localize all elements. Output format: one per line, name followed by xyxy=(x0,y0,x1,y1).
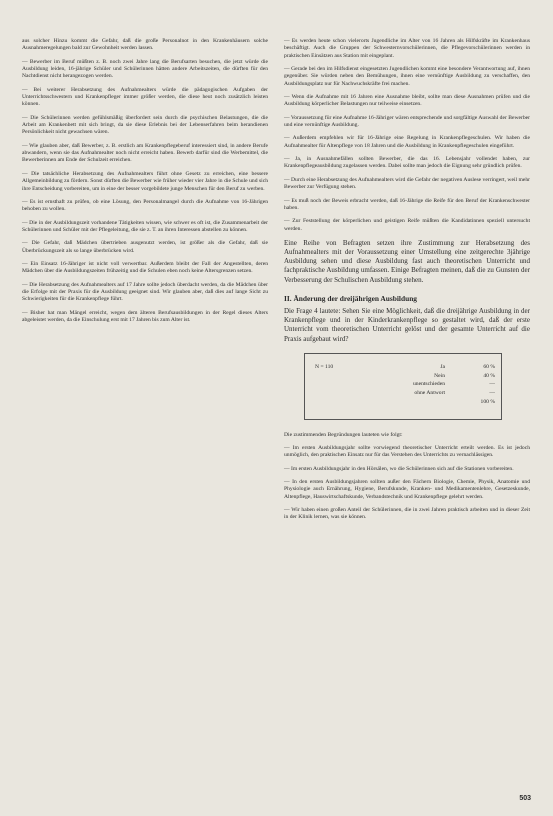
left-paragraph: — Die Gefahr, daß Mädchen übertrieben ausgenutzt werden, ist größer als die Gefahr, daß sie Überbrückungszeit als so lange überbrücken wird. xyxy=(22,240,268,254)
stat-row xyxy=(315,363,495,372)
left-paragraph: — Bisher hat man Mängel erreicht, wegen dem älteren Berufsausbildungen in der Regel dieses Alters abgeleistet werden, da die Einschulung erst mit 17 Jahren bis zum Alter ist. xyxy=(22,309,268,323)
left-paragraph: — Wie glauben aber, daß Bewerber, z. B. erstlich am Krankenpflegeberuf interessiert sind, in andere Berufe abwandern, wenn sie das Aufnahmealter noch nicht erreicht haben. Bewerb darfür sind die Werbemittel, die Bewerberinnen am Ende der Schulzeit erreichen. xyxy=(22,142,268,164)
two-column-layout xyxy=(22,38,531,528)
stat-sample-size xyxy=(315,372,365,381)
stat-sample-size xyxy=(315,389,365,398)
right-paragraph: — Zur Feststellung der körperlichen und geistigen Reife müßten die Kandidatinnen speziell untersucht werden. xyxy=(284,218,530,232)
stat-percent: — xyxy=(489,381,495,388)
reason-paragraph: — In den ersten Ausbildungsjahren sollten außer den Fächern Biologie, Chemie, Physik, Anatomie und Physiologie auch Ernährung, Hygiene, Berufskunde, Kranken- und Medikamentenlehre, Gesetzeskunde, Altenpflege, Hauswirtschaftskunde, Verbandstechnik und Krankenpflege gelehrt werden. xyxy=(284,479,530,500)
right-paragraph: — Voraussetzung für eine Aufnahme 16-Jähriger wären entsprechende und sorgfältige Auswahl der Bewerber und eine vernünftige Ausbildung. xyxy=(284,114,530,129)
left-paragraph: — Bewerber im Beruf müßten z. B. noch zwei Jahre lang die Berufsarten besuchen, die jetzt würde die Ausbildung leiden, 16-jährige Schüler und Schülerinnen hätten andere Arbeitszeiten, die dürften für den Nachtdienst nicht herangezogen werden. xyxy=(22,58,268,80)
summary-paragraph: Eine Reihe von Befragten setzen ihre Zustimmung zur Herabsetzung des Aufnahmealters mit der Voraussetzung einer Umstellung eine zeitgerechte 3jährige Ausbildung sehen und diese Ausbildung fast auch theoretischen Unterricht und fachpraktische Ausbildung umfassen. Einige Befragten meinen, daß die zu Gunsten der Verbesserung der Schulischen Ausbildung stehen. xyxy=(284,238,530,284)
stat-sample-size: N = 110 xyxy=(315,363,334,370)
page-number: 503 xyxy=(519,795,531,802)
left-paragraph: aus solcher Hinzu kommt die Gefahr, daß die große Personalnot in den Krankenhäusern solche Ausnahmeregelungen bald zur Gewohnheit werden lassen. xyxy=(22,38,268,52)
stat-answer: unentschieden xyxy=(413,381,445,388)
stat-percent: — xyxy=(489,390,495,397)
stat-sample-size xyxy=(315,380,365,389)
right-paragraph: — Durch eine Herabsetzung des Aufnahmealters wird die Gefahr der negativen Auslese verringert, weil mehr Bewerber zur Verfügung stehen. xyxy=(284,176,530,191)
left-paragraph: — Die tatsächliche Herabsetzung des Aufnahmealters führt ohne Gesetz zu erreichen, eine bessere Allgemeinbildung zu fördern. Sonst dürften die Bewerber wie früher wieder vier Jahre in die Schule und sich ihre Entscheidung vorbereiten, um in eine der besser vorgebildete junge Menschen für den Beruf zu werben. xyxy=(22,170,268,192)
reasons-intro: Die zustimmenden Begründungen lauteten wie folgt: xyxy=(284,431,403,438)
question-paragraph: Die Frage 4 lautete: Sehen Sie eine Möglichkeit, daß die dreijährige Ausbildung in der Krankenpflege und in der Kinderkrankenpflege so gestaltet wird, daß der erste Unterricht vom theoretischen Unterricht gelöst und der gesamte Unterricht auf die Praxis aufgebaut wird? xyxy=(284,306,530,343)
right-paragraph: — Es werden heute schon vielerorts Jugendliche im Alter von 16 Jahren als Hilfskräfte im Krankenhaus beschäftigt. Auch die Gruppen der Schwesternvorschülerinnen, die Pflegevorschülerinnen werden in praktischen Einsätzen aus Station mit eingeplant. xyxy=(284,38,530,59)
stat-answer xyxy=(365,398,455,407)
right-column xyxy=(284,38,530,528)
right-paragraph: — Gerade bei den im Hilfsdienst eingesetzten Jugendlichen kommt eine besondere Verantwortung auf, ihnen gegenüber. Sie würden neben den Bemühungen, ihnen eine vernünftige Ausbildung zu verschaffen, den Ausbildungsplatz nur für Nachwuchskräfte frei machen. xyxy=(284,66,530,87)
reason-paragraph: — Wir haben einen großen Anteil der Schülerinnen, die in zwei Jahren praktisch arbeiten und in dieser Zeit in der Klinik lernen, was sie können. xyxy=(284,507,530,521)
stat-sample-size xyxy=(315,398,365,407)
left-paragraph: — Die Schülerinnen werden gefühlsmäßig überfordert sein durch die psychischen Belastungen, die die Arbeit am Krankenbett mit sich bringt, da sie diese Erlebnis bei der Lebenserfahren beim herandienen Persönlichkeit nicht gewachsen wären. xyxy=(22,114,268,136)
left-paragraph: — Bei weiterer Herabsetzung des Aufnahmealters würde die pädagogischen Aufgaben der Unterrichtsschwestern und Krankenpfleger immer größer werden, die diese heut noch zusätzlich leisten können. xyxy=(22,86,268,108)
stat-answer: Nein xyxy=(434,372,445,379)
left-paragraph: — Die Herabsetzung des Aufnahmealters auf 17 Jahre sollte jedoch überdacht werden, da die Mädchen über die Erfolge mit der Praxis für die Ausbildung geeignet sind. Wir glauben aber, daß dies auf lange Sicht zu Schwierigkeiten für die Krankenpflege führt. xyxy=(22,281,268,303)
left-paragraph: — Ein Einsatz 16-Jähriger ist nicht voll verwertbar. Außerdem bleibt der Fall der Angestellten, deren Mädchen über die Ausbildungszeiten frühzeitig und die Schulen eben noch keine Altersgrenzen setzen. xyxy=(22,260,268,275)
right-paragraph: — Ja, in Ausnahmefällen sollten Bewerber, die das 16. Lebensjahr vollendet haben, zur Krankenpflegeausbildung zugelassen werden. Dabei sollte man jedoch die Eignung sehr gründlich prüfen. xyxy=(284,156,530,170)
stat-row xyxy=(315,389,495,398)
right-paragraph: — Es muß noch der Beweis erbracht werden, daß 16-Jährige die Reife für den Beruf der Krankenschwester haben. xyxy=(284,197,530,211)
left-column xyxy=(22,38,268,528)
section-heading: II. Änderung der dreijährigen Ausbildung xyxy=(284,293,417,303)
stat-row xyxy=(315,372,495,381)
survey-results-box xyxy=(304,353,502,420)
stat-answer: ohne Antwort xyxy=(414,390,445,397)
left-paragraph: — Die in der Ausbildungszeit vorhandene Tätigkeiten wissen, wie schwer es oft ist, die Zusammenarbeit der Schülerinnen und Schüler mit der Pflegeleitung, die sie z. T. an ihren Interessen abstellen zu können. xyxy=(22,219,268,233)
stat-answer: Ja xyxy=(440,363,445,370)
stat-row xyxy=(315,398,495,407)
right-paragraph: — Außerdem empfehlen wir für 16-Jährige eine Regelung in Krankenpflegeschulen. Wir haben die Aufnahmealter für Altenpflege von 18 Jahren und die Ausbildung in Krankenpflegeschulen eingeführt. xyxy=(284,135,530,149)
left-paragraph: — Es ist ernsthaft zu prüfen, ob eine Lösung, den Personalmangel durch die Aufnahme von 16-Jährigen behoben zu wollen. xyxy=(22,198,268,213)
reason-paragraph: — Im ersten Ausbildungsjahr sollte vorwiegend theoretischer Unterricht erteilt werden. Es ist jedoch unmöglich, den praktischen Einsatz nur für das Verstehen des Unterrichts zu vernachlässigen. xyxy=(284,445,530,459)
right-paragraph: — Wenn die Aufnahme mit 16 Jahren eine Ausnahme bleibt, sollte man diese Ausnahmen prüfen und die Ausbildung körperlicher Belastungen nur teilweise einsetzen. xyxy=(284,94,530,108)
stat-row xyxy=(315,380,495,389)
stat-percent: 40 % xyxy=(483,372,495,379)
reason-paragraph: — Im ersten Ausbildungsjahr in den Hörsälen, wo die Schülerinnen sich auf die Stationen vorbereiten. xyxy=(284,465,514,472)
stat-total: 100 % xyxy=(480,398,495,405)
stat-percent: 60 % xyxy=(483,363,495,370)
